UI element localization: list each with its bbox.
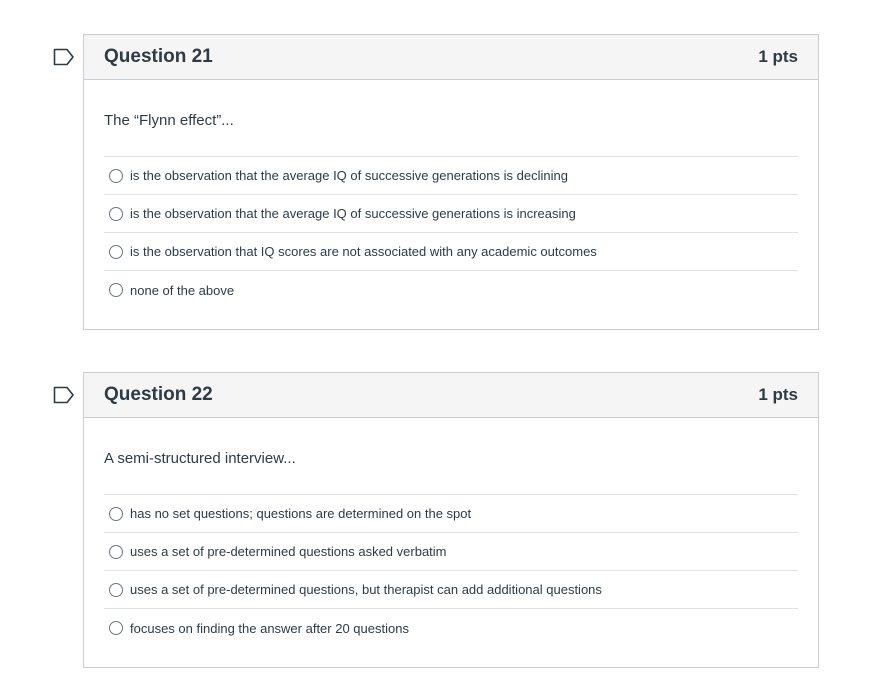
question-title: Question 22 — [104, 384, 213, 405]
question-card — [83, 34, 819, 330]
flag-question-icon[interactable] — [53, 48, 75, 66]
answer-list — [104, 494, 798, 647]
radio-button[interactable] — [109, 545, 123, 559]
answer-label[interactable]: is the observation that IQ scores are not associated with any academic outcomes — [130, 244, 597, 259]
question-prompt: The “Flynn effect”... — [104, 112, 234, 129]
answer-label[interactable]: none of the above — [130, 282, 235, 298]
answer-option[interactable] — [104, 233, 798, 271]
answer-option[interactable] — [104, 533, 798, 571]
question-header — [84, 373, 818, 418]
question-card — [83, 372, 819, 668]
answer-option[interactable] — [104, 495, 798, 533]
answer-label[interactable]: uses a set of pre-determined questions asked verbatim — [130, 544, 447, 559]
answer-label[interactable]: is the observation that the average IQ of successive generations is declining — [130, 168, 568, 183]
question-header — [84, 35, 818, 80]
answer-label[interactable]: has no set questions; questions are determined on the spot — [130, 506, 472, 521]
radio-button[interactable] — [109, 245, 123, 259]
answer-option[interactable] — [104, 571, 798, 609]
question-points: 1 pts — [758, 47, 798, 66]
answer-option[interactable] — [104, 271, 798, 309]
radio-button[interactable] — [109, 583, 123, 597]
question-title: Question 21 — [104, 46, 213, 67]
answer-label[interactable]: is the observation that the average IQ of successive generations is increasing — [130, 206, 576, 221]
answer-list — [104, 156, 798, 309]
radio-button[interactable] — [109, 283, 123, 297]
answer-label[interactable]: focuses on finding the answer after 20 questions — [130, 620, 409, 636]
answer-label[interactable]: uses a set of pre-determined questions, but therapist can add additional questions — [130, 582, 602, 597]
radio-button[interactable] — [109, 621, 123, 635]
radio-button[interactable] — [109, 207, 123, 221]
question-body — [84, 80, 818, 328]
question-body — [84, 418, 818, 666]
answer-option[interactable] — [104, 609, 798, 647]
question-prompt: A semi-structured interview... — [104, 450, 296, 467]
answer-option[interactable] — [104, 195, 798, 233]
flag-question-icon[interactable] — [53, 386, 75, 404]
answer-option[interactable] — [104, 157, 798, 195]
question-points: 1 pts — [758, 385, 798, 404]
radio-button[interactable] — [109, 507, 123, 521]
radio-button[interactable] — [109, 169, 123, 183]
